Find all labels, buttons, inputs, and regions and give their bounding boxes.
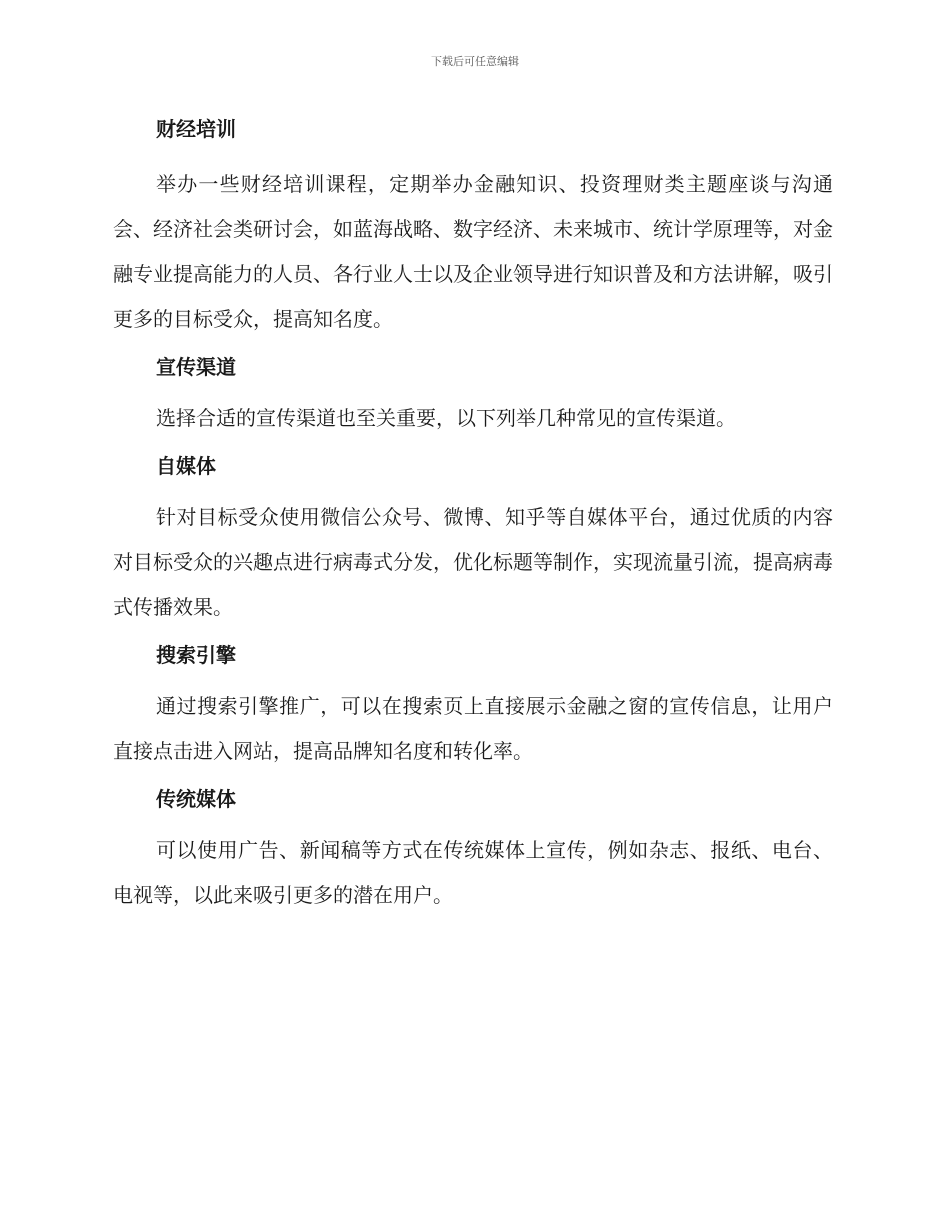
section-heading-promotion-channels: 宣传渠道 [156,355,236,379]
section-heading-self-media: 自媒体 [156,454,216,478]
section-paragraph-traditional-media: 可以使用广告、新闻稿等方式在传统媒体上宣传，例如杂志、报纸、电台、电视等，以此来吸引更多的潜在用户。 [113,838,833,907]
section-heading-traditional-media: 传统媒体 [156,787,236,811]
section-paragraph-promotion-channels: 选择合适的宣传渠道也至关重要，以下列举几种常见的宣传渠道。 [156,406,736,430]
document-body [113,112,833,918]
section-paragraph-self-media: 针对目标受众使用微信公众号、微博、知乎等自媒体平台，通过优质的内容对目标受众的兴趣点进行病毒式分发，优化标题等制作，实现流量引流，提高病毒式传播效果。 [113,505,833,619]
section-heading-search-engine: 搜索引擎 [156,643,236,667]
section-paragraph-search-engine: 通过搜索引擎推广，可以在搜索页上直接展示金融之窗的宣传信息，让用户直接点击进入网站，提高品牌知名度和转化率。 [113,694,833,763]
page-header: 下载后可任意编辑 [431,55,519,68]
section-heading-finance-training: 财经培训 [156,117,236,141]
section-paragraph-finance-training: 举办一些财经培训课程，定期举办金融知识、投资理财类主题座谈与沟通会、经济社会类研讨会，如蓝海战略、数字经济、未来城市、统计学原理等，对金融专业提高能力的人员、各行业人士以及企业领导进行知识普及和方法讲解，吸引更多的目标受众，提高知名度。 [113,172,833,331]
